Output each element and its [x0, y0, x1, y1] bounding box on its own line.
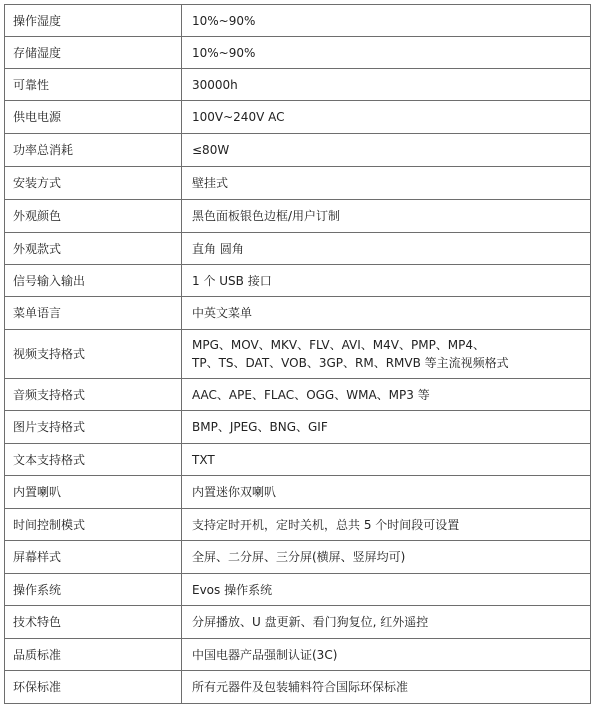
- spec-row: [5, 297, 591, 330]
- spec-value: [182, 69, 591, 101]
- spec-value: [182, 37, 591, 69]
- spec-value-line: 壁挂式: [192, 176, 229, 190]
- spec-label: 屏幕样式: [5, 541, 182, 574]
- spec-row: [5, 101, 591, 134]
- spec-label: 存储湿度: [5, 37, 182, 69]
- spec-value: [182, 297, 591, 330]
- spec-value-line: 1 个 USB 接口: [192, 273, 272, 288]
- spec-value-line: MPG、MOV、MKV、FLV、AVI、M4V、PMP、MP4、: [192, 338, 486, 352]
- spec-value: [182, 233, 591, 265]
- spec-row: [5, 444, 591, 476]
- spec-row: [5, 233, 591, 265]
- spec-row: [5, 606, 591, 639]
- spec-row: [5, 509, 591, 541]
- spec-label: 可靠性: [5, 69, 182, 101]
- spec-value: [182, 411, 591, 444]
- spec-row: [5, 69, 591, 101]
- spec-value-line: 全屏、二分屏、三分屏(横屏、竖屏均可): [192, 550, 406, 564]
- spec-label: 文本支持格式: [5, 444, 182, 476]
- spec-value: [182, 541, 591, 574]
- spec-row: [5, 330, 591, 379]
- spec-value-line: ≤80W: [192, 143, 230, 157]
- spec-table-body: [5, 5, 591, 704]
- spec-row: [5, 411, 591, 444]
- spec-value-line: 中英文菜单: [192, 306, 253, 320]
- spec-value-line: TXT: [192, 452, 215, 467]
- spec-label: 菜单语言: [5, 297, 182, 330]
- spec-row: [5, 167, 591, 200]
- spec-row: [5, 37, 591, 69]
- spec-value-line: 10%~90%: [192, 13, 256, 28]
- spec-table: [4, 4, 591, 704]
- spec-value: [182, 200, 591, 233]
- spec-value-line: 30000h: [192, 77, 238, 92]
- spec-value: [182, 444, 591, 476]
- spec-value: [182, 574, 591, 606]
- spec-value: [182, 671, 591, 704]
- spec-value-line: 10%~90%: [192, 45, 256, 60]
- spec-value: [182, 134, 591, 167]
- spec-value-line: BMP、JPEG、BNG、GIF: [192, 420, 328, 434]
- spec-label: 环保标准: [5, 671, 182, 704]
- spec-row: [5, 671, 591, 704]
- spec-label: 信号输入输出: [5, 265, 182, 297]
- spec-row: [5, 476, 591, 509]
- spec-value: [182, 265, 591, 297]
- spec-value: [182, 330, 591, 379]
- spec-value-line: 所有元器件及包装辅料符合国际环保标准: [192, 680, 409, 694]
- spec-row: [5, 541, 591, 574]
- spec-row: [5, 379, 591, 411]
- spec-value: [182, 167, 591, 200]
- spec-label: 安装方式: [5, 167, 182, 200]
- spec-value-line: AAC、APE、FLAC、OGG、WMA、MP3 等: [192, 387, 430, 402]
- spec-label: 内置喇叭: [5, 476, 182, 509]
- spec-value: [182, 379, 591, 411]
- spec-value: [182, 5, 591, 37]
- spec-label: 操作系统: [5, 574, 182, 606]
- spec-label: 音频支持格式: [5, 379, 182, 411]
- spec-value-line: 100V~240V AC: [192, 110, 285, 124]
- spec-label: 供电电源: [5, 101, 182, 134]
- spec-value: [182, 639, 591, 671]
- spec-label: 操作湿度: [5, 5, 182, 37]
- spec-row: [5, 5, 591, 37]
- spec-value-line: 黑色面板银色边框/用户订制: [192, 209, 341, 223]
- spec-row: [5, 134, 591, 167]
- spec-value-line: TP、TS、DAT、VOB、3GP、RM、RMVB 等主流视频格式: [192, 356, 509, 370]
- spec-label: 外观颜色: [5, 200, 182, 233]
- spec-label: 技术特色: [5, 606, 182, 639]
- spec-row: [5, 265, 591, 297]
- spec-value-line: 中国电器产品强制认证(3C): [192, 647, 338, 662]
- spec-value-line: Evos 操作系统: [192, 582, 273, 597]
- spec-label: 品质标准: [5, 639, 182, 671]
- spec-row: [5, 200, 591, 233]
- spec-value: [182, 509, 591, 541]
- spec-label: 外观款式: [5, 233, 182, 265]
- spec-label: 视频支持格式: [5, 330, 182, 379]
- spec-label: 功率总消耗: [5, 134, 182, 167]
- spec-row: [5, 574, 591, 606]
- spec-label: 图片支持格式: [5, 411, 182, 444]
- spec-value-line: 直角 圆角: [192, 241, 244, 256]
- spec-value-line: 支持定时开机，定时关机，总共 5 个时间段可设置: [192, 517, 460, 532]
- spec-value-line: 内置迷你双喇叭: [192, 485, 277, 499]
- spec-value: [182, 101, 591, 134]
- spec-value: [182, 476, 591, 509]
- spec-label: 时间控制模式: [5, 509, 182, 541]
- spec-row: [5, 639, 591, 671]
- spec-value-line: 分屏播放、U 盘更新、看门狗复位, 红外遥控: [192, 615, 429, 629]
- spec-value: [182, 606, 591, 639]
